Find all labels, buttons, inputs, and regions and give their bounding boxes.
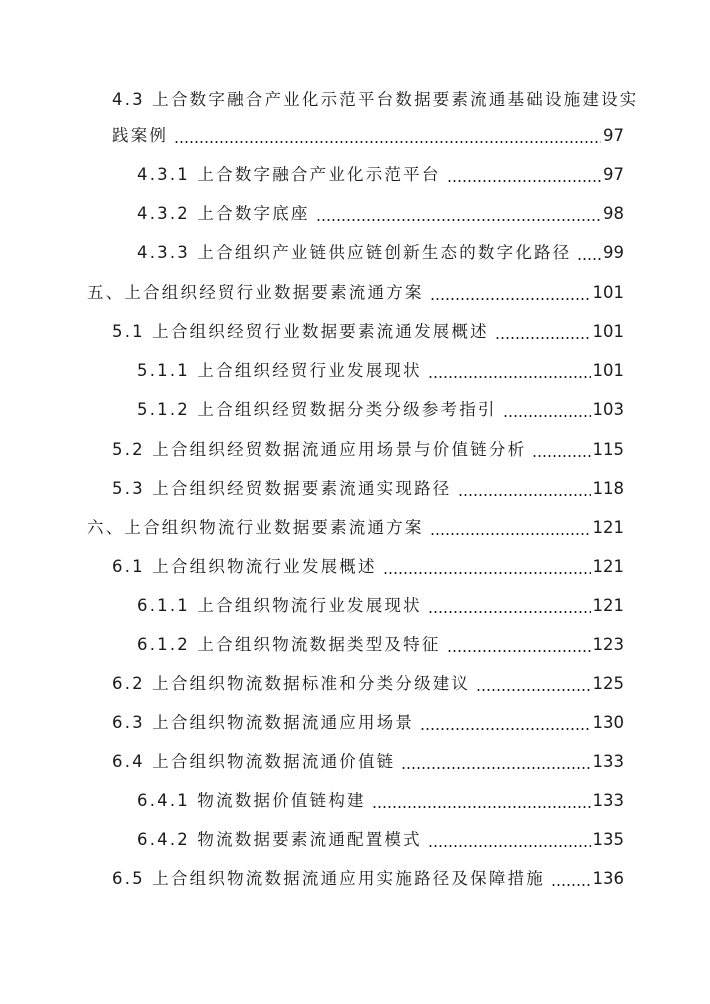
toc-entry-title: 4.3.1 上合数字融合产业化示范平台 bbox=[137, 165, 441, 184]
toc-entry-6-1-2[interactable] bbox=[137, 632, 624, 658]
toc-page-number: 115 bbox=[592, 440, 624, 459]
toc-page-number: 98 bbox=[603, 204, 624, 223]
dot-leader bbox=[495, 337, 591, 339]
toc-entry-title: 4.3 上合数字融合产业化示范平台数据要素流通基础设施建设实 bbox=[112, 90, 639, 109]
toc-page-number: 97 bbox=[603, 126, 624, 145]
toc-page-number: 123 bbox=[592, 635, 624, 654]
toc-entry-title: 6.1.2 上合组织物流数据类型及特征 bbox=[137, 635, 441, 654]
toc-page-number: 118 bbox=[592, 479, 624, 498]
dot-leader bbox=[428, 845, 591, 847]
toc-page-number: 121 bbox=[592, 557, 624, 576]
toc-entry-chapter-5[interactable] bbox=[87, 280, 624, 306]
toc-entry-6-2[interactable] bbox=[112, 671, 624, 697]
toc-page-number: 133 bbox=[592, 752, 624, 771]
toc-entry-6-1-1[interactable] bbox=[137, 593, 624, 619]
dot-leader bbox=[447, 650, 591, 652]
dot-leader bbox=[174, 141, 601, 143]
dot-leader bbox=[428, 376, 591, 378]
toc-page-number: 135 bbox=[592, 830, 624, 849]
toc-page-number: 97 bbox=[603, 165, 624, 184]
toc-entry-title: 6.1 上合组织物流行业发展概述 bbox=[112, 557, 377, 576]
dot-leader bbox=[503, 415, 591, 417]
toc-entry-title: 6.1.1 上合组织物流行业发展现状 bbox=[137, 596, 422, 615]
dot-leader bbox=[577, 258, 601, 260]
toc-page-number: 136 bbox=[592, 869, 624, 888]
dot-leader bbox=[420, 728, 590, 730]
toc-entry-title: 6.3 上合组织物流数据流通应用场景 bbox=[112, 713, 415, 732]
toc-entry-4-3-2[interactable] bbox=[137, 201, 624, 227]
toc-entry-6-1[interactable] bbox=[112, 554, 624, 580]
dot-leader bbox=[476, 689, 590, 691]
dot-leader bbox=[428, 611, 591, 613]
toc-entry-5-3[interactable] bbox=[112, 476, 624, 502]
dot-leader bbox=[383, 572, 591, 574]
toc-entry-4-3-1[interactable] bbox=[137, 162, 624, 188]
toc-entry-title: 5.1.1 上合组织经贸行业发展现状 bbox=[137, 361, 422, 380]
toc-page-number: 130 bbox=[592, 713, 624, 732]
toc-entry-title: 6.2 上合组织物流数据标准和分类分级建议 bbox=[112, 674, 471, 693]
toc-entry-title: 5.3 上合组织经贸数据要素流通实现路径 bbox=[112, 479, 452, 498]
toc-entry-6-5[interactable] bbox=[112, 866, 624, 892]
toc-page-number: 101 bbox=[592, 322, 624, 341]
toc-entry-chapter-6[interactable] bbox=[87, 515, 624, 541]
dot-leader bbox=[316, 219, 601, 221]
toc-entry-5-1[interactable] bbox=[112, 319, 624, 345]
toc-page-number: 101 bbox=[592, 361, 624, 380]
dot-leader bbox=[430, 298, 591, 300]
toc-entry-5-1-1[interactable] bbox=[137, 358, 624, 384]
toc-page-number: 103 bbox=[592, 400, 624, 419]
toc-entry-title: 6.5 上合组织物流数据流通应用实施路径及保障措施 bbox=[112, 869, 545, 888]
toc-entry-6-4[interactable] bbox=[112, 749, 624, 775]
toc-page-number: 121 bbox=[592, 596, 624, 615]
toc-entry-5-2[interactable] bbox=[112, 437, 624, 463]
toc-entry-title: 6.4 上合组织物流数据流通价值链 bbox=[112, 752, 396, 771]
dot-leader bbox=[447, 180, 601, 182]
dot-leader bbox=[458, 494, 591, 496]
toc-page-number: 121 bbox=[592, 518, 624, 537]
toc-page-number: 101 bbox=[592, 283, 624, 302]
toc-entry-title: 4.3.3 上合组织产业链供应链创新生态的数字化路径 bbox=[137, 243, 572, 262]
toc-entry-4-3-3[interactable] bbox=[137, 240, 624, 266]
dot-leader bbox=[401, 767, 590, 769]
toc-entry-5-1-2[interactable] bbox=[137, 397, 624, 423]
toc-entry-title: 5.2 上合组织经贸数据流通应用场景与价值链分析 bbox=[112, 440, 527, 459]
toc-entry-6-4-2[interactable] bbox=[137, 827, 624, 853]
toc-entry-title: 6.4.2 物流数据要素流通配置模式 bbox=[137, 830, 422, 849]
toc-entry-4-3-line2[interactable] bbox=[112, 123, 624, 149]
toc-entry-title: 6.4.1 物流数据价值链构建 bbox=[137, 791, 366, 810]
toc-entry-title: 4.3.2 上合数字底座 bbox=[137, 204, 310, 223]
toc-entry-title: 五、上合组织经贸行业数据要素流通方案 bbox=[87, 283, 424, 302]
toc-entry-title: 践案例 bbox=[112, 126, 169, 145]
toc-entry-4-3-line1 bbox=[112, 87, 639, 113]
toc-entry-6-3[interactable] bbox=[112, 710, 624, 736]
toc-page-number: 99 bbox=[603, 243, 624, 262]
toc-page-number: 133 bbox=[592, 791, 624, 810]
toc-entry-title: 5.1 上合组织经贸行业数据要素流通发展概述 bbox=[112, 322, 489, 341]
dot-leader bbox=[551, 884, 591, 886]
toc-page-number: 125 bbox=[592, 674, 624, 693]
dot-leader bbox=[372, 806, 591, 808]
dot-leader bbox=[532, 455, 590, 457]
toc-entry-title: 5.1.2 上合组织经贸数据分类分级参考指引 bbox=[137, 400, 497, 419]
toc-entry-title: 六、上合组织物流行业数据要素流通方案 bbox=[87, 518, 424, 537]
dot-leader bbox=[430, 533, 591, 535]
toc-entry-6-4-1[interactable] bbox=[137, 788, 624, 814]
